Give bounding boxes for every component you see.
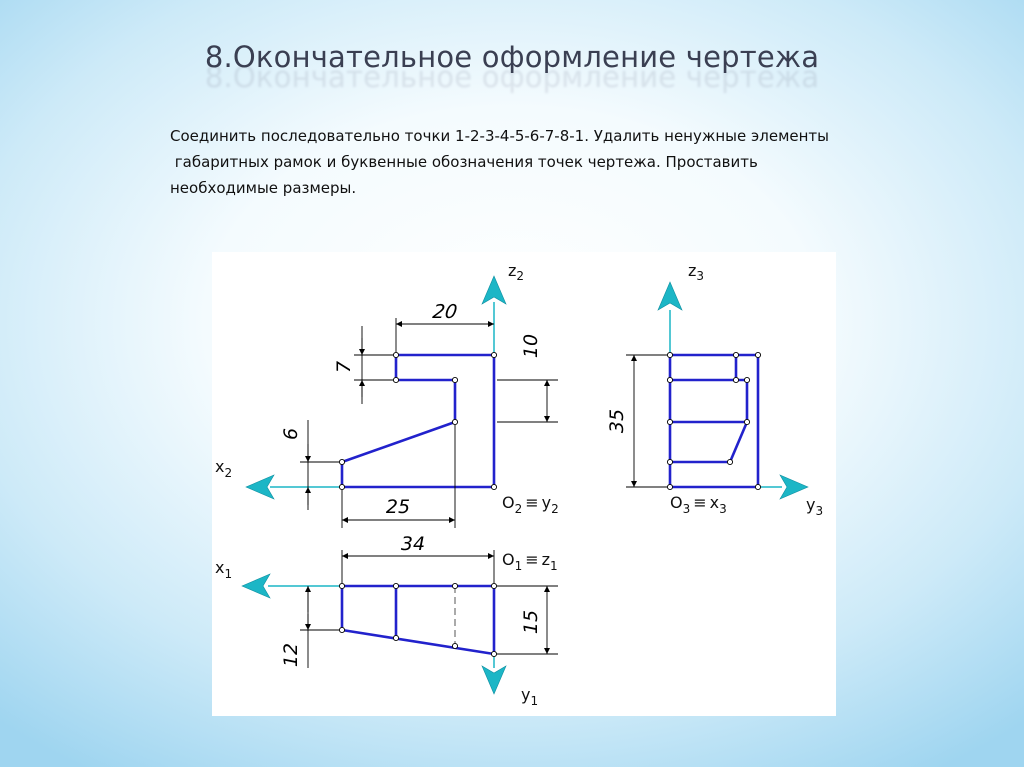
label-o1-z1: $O_1 \equiv z_1$ — [502, 550, 558, 573]
instruction-text — [170, 123, 970, 201]
label-x1: $x_1$ — [215, 558, 233, 581]
axis-labels — [215, 261, 823, 708]
dimension-lines — [300, 318, 667, 668]
dim-12: 12 — [280, 642, 302, 668]
instruction-line-2: габаритных рамок и буквенные обозначения точек чертежа. Проставить — [170, 153, 758, 171]
label-z3: $z_3$ — [688, 261, 705, 283]
dim-6: 6 — [280, 427, 302, 441]
label-o3-x3: $O_3 \equiv x_3$ — [670, 493, 727, 516]
slide-title: 8.Окончательное оформление чертежа — [204, 40, 820, 74]
front-view — [339, 352, 496, 489]
label-y3: $y_3$ — [806, 495, 824, 518]
label-z2: $z_2$ — [508, 261, 525, 283]
dim-25: 25 — [385, 496, 411, 518]
dim-10: 10 — [520, 333, 542, 359]
top-view — [339, 583, 496, 656]
side-view — [667, 352, 760, 489]
dim-34: 34 — [400, 533, 426, 555]
dim-35: 35 — [606, 408, 628, 434]
label-o2-y2: $O_2 \equiv y_2$ — [502, 493, 559, 516]
dim-20: 20 — [431, 300, 459, 323]
label-y1: $y_1$ — [521, 685, 539, 708]
drawing-canvas — [212, 252, 836, 716]
dim-7: 7 — [333, 360, 355, 374]
instruction-line-3: необходимые размеры. — [170, 179, 357, 197]
dim-15: 15 — [520, 609, 542, 635]
instruction-line-1: Соединить последовательно точки 1-2-3-4-5-6-7-8-1. Удалить ненужные элементы — [170, 127, 830, 145]
technical-drawing — [212, 252, 836, 716]
label-x2: $x_2$ — [215, 457, 233, 480]
front-view-outline — [342, 355, 494, 487]
